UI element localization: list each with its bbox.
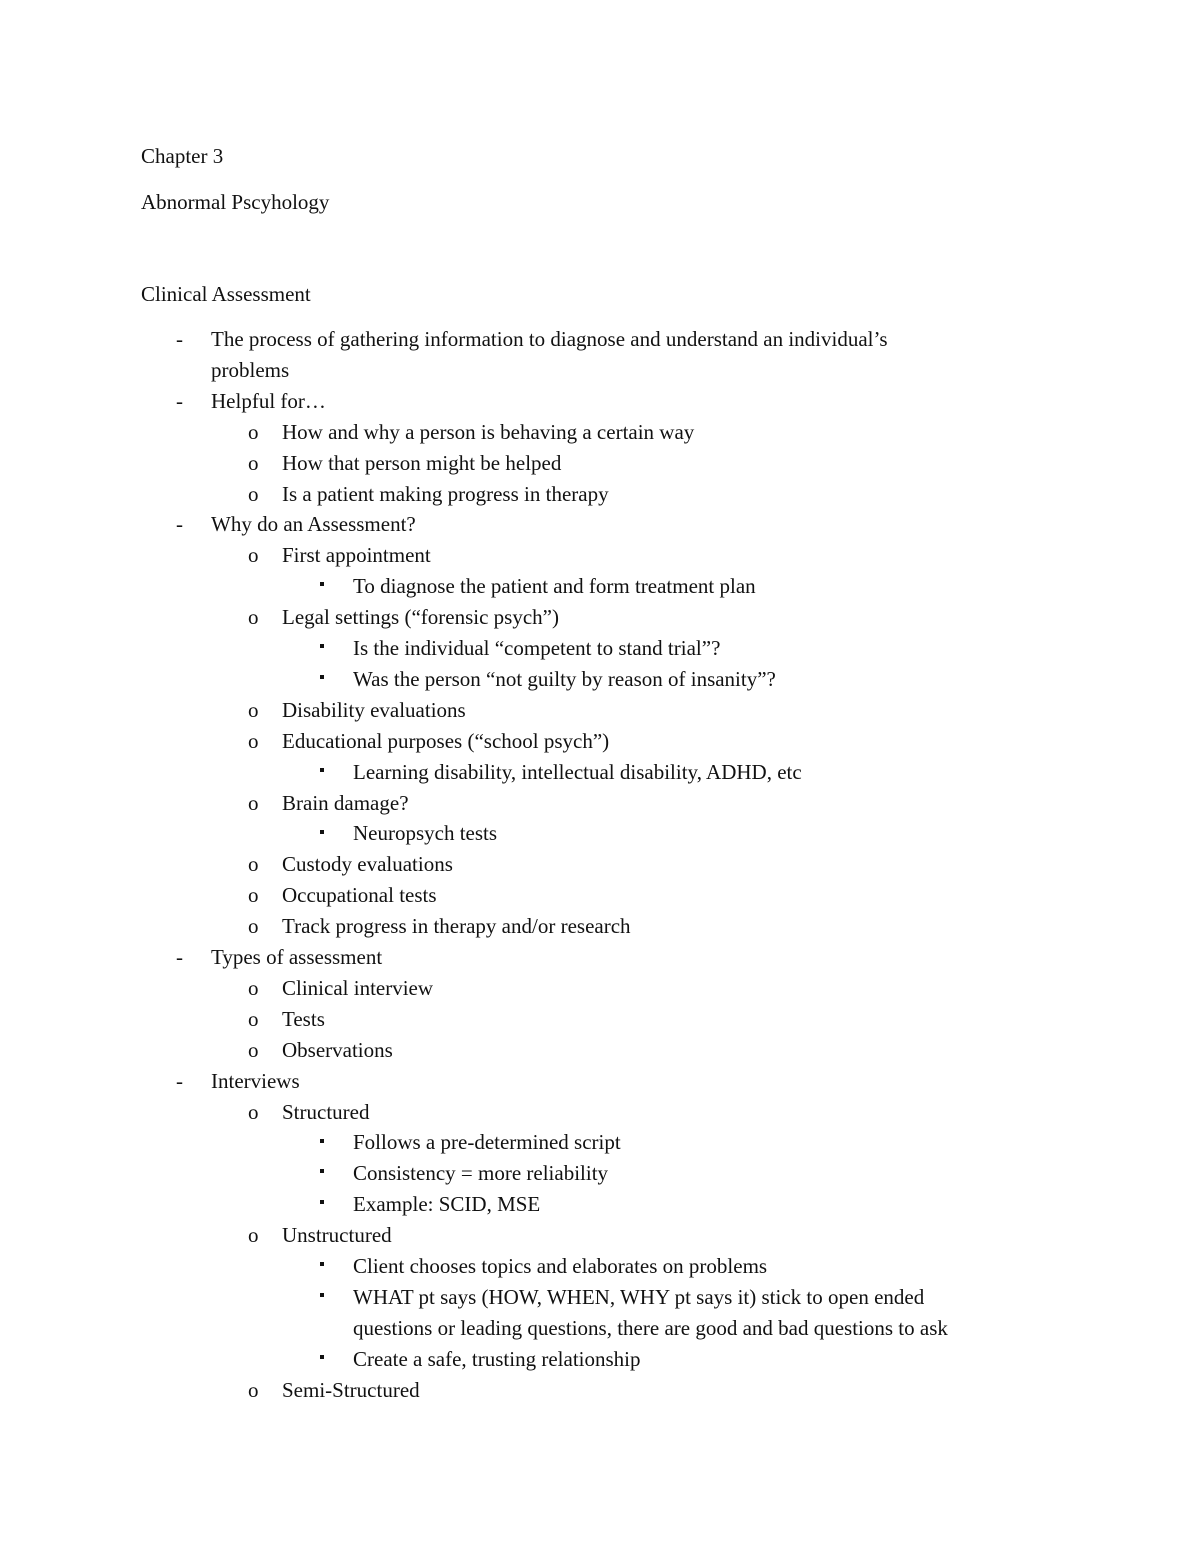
circle-bullet: o	[248, 852, 259, 877]
list-item-text: Types of assessment	[211, 945, 383, 969]
list-item-text: Consistency = more reliability	[353, 1161, 609, 1186]
list-item-text: Observations	[282, 1037, 393, 1062]
list-item-text: Why do an Assessment?	[211, 512, 416, 537]
circle-bullet: o	[248, 1223, 259, 1248]
circle-bullet: o	[248, 697, 259, 722]
section-heading: Clinical Assessment	[141, 282, 311, 306]
circle-bullet: o	[248, 605, 259, 630]
dash-bullet: -	[176, 327, 183, 351]
circle-bullet: o	[248, 1377, 259, 1402]
list-item-text: Clinical interview	[282, 975, 434, 1000]
circle-bullet: o	[248, 914, 259, 939]
dash-bullet: -	[176, 945, 183, 969]
circle-bullet: o	[248, 543, 259, 568]
list-item-text: To diagnose the patient and form treatment plan	[353, 574, 756, 599]
list-item-text: How that person might be helped	[282, 450, 562, 475]
course-title: Abnormal Pscyhology	[141, 190, 330, 214]
circle-bullet: o	[248, 419, 259, 444]
list-item-text: Learning disability, intellectual disability, ADHD, etc	[353, 759, 802, 784]
circle-bullet: o	[248, 1099, 259, 1124]
circle-bullet: o	[248, 975, 259, 1000]
list-item-text: WHAT pt says (HOW, WHEN, WHY pt says it) stick to open ended	[353, 1284, 925, 1309]
circle-bullet: o	[248, 883, 259, 908]
list-item-text: The process of gathering information to diagnose and understand an individual’s	[211, 327, 888, 351]
list-item-text: problems	[211, 357, 290, 382]
list-item-text: Occupational tests	[282, 883, 437, 908]
list-item-text: Follows a pre-determined script	[353, 1130, 621, 1155]
dash-bullet: -	[176, 512, 183, 537]
list-item-text: Is the individual “competent to stand trial”?	[353, 636, 721, 660]
list-item-text: Helpful for…	[211, 388, 326, 413]
list-item-text: Was the person “not guilty by reason of insanity”?	[353, 666, 776, 691]
list-item-text: First appointment	[282, 543, 431, 568]
list-item-text: Semi-Structured	[282, 1377, 420, 1402]
circle-bullet: o	[248, 1037, 259, 1062]
list-item-text: Structured	[282, 1099, 370, 1124]
list-item-text: How and why a person is behaving a certain way	[282, 419, 695, 444]
list-item-text: Educational purposes (“school psych”)	[282, 728, 610, 753]
list-item-text: Unstructured	[282, 1223, 392, 1248]
dash-bullet: -	[176, 388, 183, 413]
list-item-text: Client chooses topics and elaborates on problems	[353, 1254, 768, 1278]
list-item-text: Neuropsych tests	[353, 821, 498, 846]
list-item-text: questions or leading questions, there are good and bad questions to ask	[353, 1315, 948, 1340]
list-item-text: Custody evaluations	[282, 852, 453, 877]
dash-bullet: -	[176, 1068, 183, 1093]
circle-bullet: o	[248, 790, 259, 815]
circle-bullet: o	[248, 450, 259, 475]
list-item-text: Interviews	[211, 1068, 300, 1093]
list-item-text: Brain damage?	[282, 790, 409, 815]
list-item-text: Create a safe, trusting relationship	[353, 1346, 641, 1371]
chapter-heading: Chapter 3	[141, 144, 224, 168]
circle-bullet: o	[248, 1006, 259, 1031]
list-item-text: Track progress in therapy and/or research	[282, 914, 631, 939]
list-item-text: Is a patient making progress in therapy	[282, 481, 609, 506]
circle-bullet: o	[248, 481, 259, 506]
circle-bullet: o	[248, 728, 259, 753]
list-item-text: Disability evaluations	[282, 697, 466, 722]
list-item-text: Tests	[282, 1006, 325, 1031]
list-item-text: Example: SCID, MSE	[353, 1192, 541, 1217]
list-item-text: Legal settings (“forensic psych”)	[282, 605, 559, 630]
